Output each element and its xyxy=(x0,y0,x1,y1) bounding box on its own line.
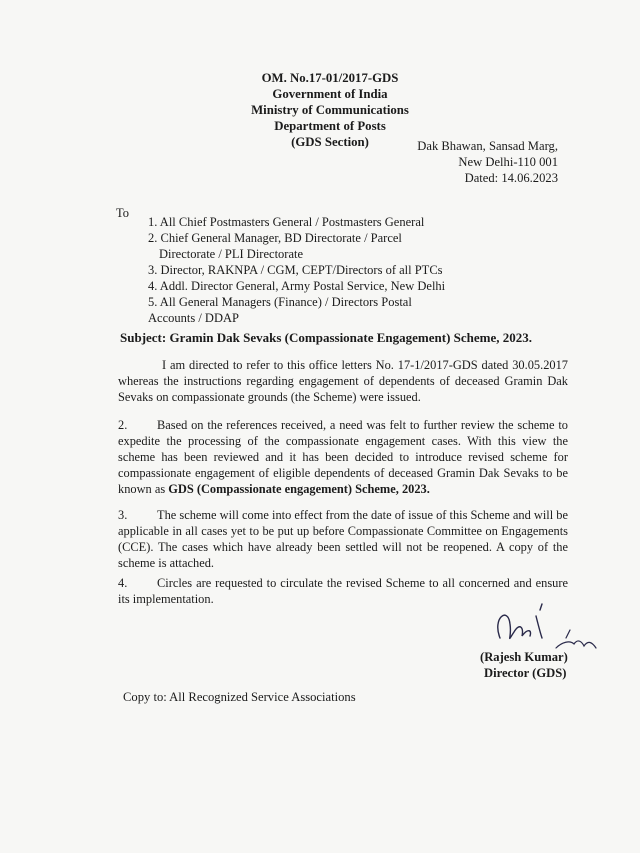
recipient-item: 1. All Chief Postmasters General / Postmasters General xyxy=(148,215,425,229)
paragraph-2 xyxy=(118,417,568,497)
govt-name: Government of India xyxy=(272,87,388,101)
copy-to: Copy to: All Recognized Service Associations xyxy=(123,690,356,704)
recipient-item: 3. Director, RAKNPA / CGM, CEPT/Directors of all PTCs xyxy=(148,263,443,277)
signatory-name: (Rajesh Kumar) xyxy=(480,650,568,664)
om-number: OM. No.17-01/2017-GDS xyxy=(261,71,399,85)
date-line: Dated: 14.06.2023 xyxy=(464,171,558,185)
paragraph-2-text: Based on the references received, a need was felt to further review the scheme to expedite the processing of the compassionate engagement cases. With this view the scheme has been reviewed and it has been decided to introduce revised scheme for compassionate engagement of eligible dependents of deceased Gramin Dak Sevaks to be known as xyxy=(118,418,568,496)
recipient-item: 2. Chief General Manager, BD Directorate / Parcel xyxy=(148,231,402,245)
paragraph-number: 4. xyxy=(118,576,128,590)
recipient-item-continued: Directorate / PLI Directorate xyxy=(159,247,304,261)
paragraph-1: I am directed to refer to this office letters No. 17-1/2017-GDS dated 30.05.2017 whereas the instructions regarding engagement of dependents of deceased Gramin Dak Sevaks on compassionate grounds (the Scheme) were issued. xyxy=(118,358,568,404)
paragraph-3 xyxy=(118,507,568,571)
paragraph-4-text: Circles are requested to circulate the revised Scheme to all concerned and ensure its implementation. xyxy=(118,576,568,606)
sender-address xyxy=(400,138,558,186)
subject-line: Subject: Gramin Dak Sevaks (Compassionate Engagement) Scheme, 2023. xyxy=(120,330,533,345)
recipient-item-continued: Accounts / DDAP xyxy=(148,311,239,325)
address-line2: New Delhi-110 001 xyxy=(458,155,558,169)
address-line1: Dak Bhawan, Sansad Marg, xyxy=(417,139,558,153)
scheme-name: GDS (Compassionate engagement) Scheme, 2023. xyxy=(168,482,430,496)
paragraph-number: 2. xyxy=(118,418,128,432)
signatory-title: Director (GDS) xyxy=(484,666,567,680)
recipient-list xyxy=(148,214,468,326)
to-label: To xyxy=(116,206,130,220)
department-name: Department of Posts xyxy=(274,119,386,133)
recipient-item: 5. All General Managers (Finance) / Directors Postal xyxy=(148,295,412,309)
ministry-name: Ministry of Communications xyxy=(251,103,409,117)
recipient-item: 4. Addl. Director General, Army Postal Service, New Delhi xyxy=(148,279,446,293)
paragraph-3-text: The scheme will come into effect from the date of issue of this Scheme and will be applicable in all cases yet to be put up before Compassionate Committee on Engagements (CCE). The cases which have already been settled will not be reopened. A copy of the scheme is attached. xyxy=(118,508,568,570)
paragraph-number: 3. xyxy=(118,508,128,522)
section-name: (GDS Section) xyxy=(291,135,369,149)
